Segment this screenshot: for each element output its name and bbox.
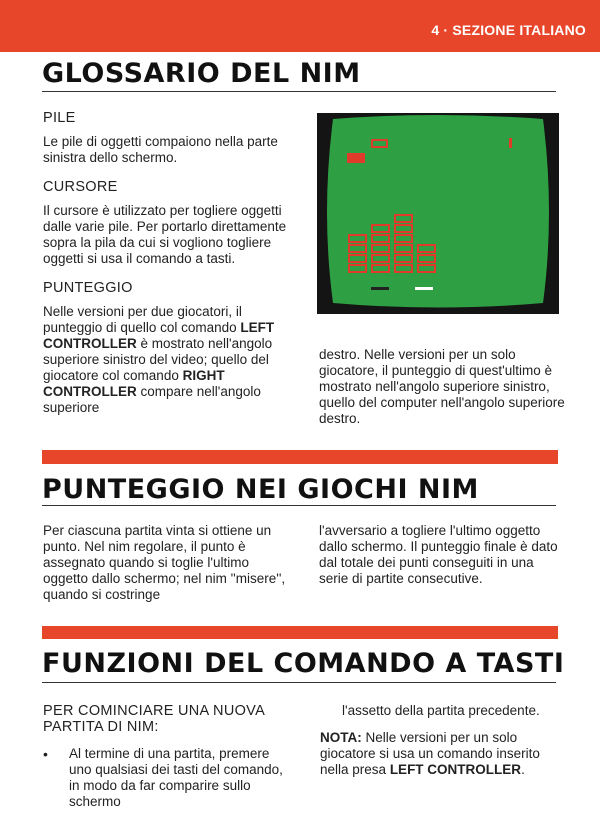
title-rule — [42, 505, 556, 506]
cursor-marker-light — [415, 287, 433, 290]
cursore-text: Il cursore è utilizzato per togliere oggetti dalle varie pile. Per portarlo direttamente sopra la pila da cui si vogliono togliere oggetti si usa il comando a tasti. — [43, 203, 287, 266]
title-rule — [42, 91, 556, 92]
funzioni-subheading: PER COMINCIARE UNA NUOVA PARTITA DI NIM: — [43, 703, 265, 735]
punteggio-giochi-title: PUNTEGGIO NEI GIOCHI NIM — [42, 474, 479, 505]
pile-heading: PILE — [43, 110, 76, 126]
green-playfield — [327, 115, 549, 308]
selected-piece — [347, 153, 365, 163]
glossario-title: GLOSSARIO DEL NIM — [42, 58, 361, 89]
punteggio-giochi-left-text: Per ciascuna partita vinta si ottiene un punto. Nel nim regolare, il punto è assegnato quando si toglie l'ultimo oggetto dallo schermo; nel nim ''misere'', quando si costringe — [43, 523, 286, 602]
punteggio-giochi-left-column — [43, 523, 289, 603]
funzioni-right-text: l'assetto della partita precedente. — [342, 703, 540, 718]
cursore-heading: CURSORE — [43, 179, 118, 195]
glossario-left-column — [43, 110, 303, 416]
punteggio-giochi-right-text: l'avversario a togliere l'ultimo oggetto dallo schermo. Il punteggio finale è dato dal totale dei punti conseguiti in una serie di partite consecutive. — [319, 523, 558, 586]
glossario-right-column — [319, 347, 569, 427]
punteggio-text — [43, 304, 303, 416]
punteggio-heading: PUNTEGGIO — [43, 280, 133, 296]
funzioni-right-column — [320, 703, 558, 778]
cursor-marker — [371, 287, 389, 290]
title-rule — [42, 682, 556, 683]
nim-screen-graphic — [317, 113, 559, 314]
nota-controller: LEFT CONTROLLER — [389, 762, 522, 777]
bullet-text: Al termine di una partita, premere uno qualsiasi dei tasti del comando, in modo da far comparire sullo schermo — [69, 746, 283, 809]
nim-game-screenshot — [317, 113, 559, 314]
section-divider-bar — [42, 450, 558, 464]
bullet-item — [43, 746, 291, 810]
section-divider-bar — [42, 626, 558, 639]
punteggio-text-2: è mostrato nell'angolo superiore sinistro del video; quello del giocatore col comando — [43, 336, 273, 383]
left-controller-label: LEFT CONTROLLER — [43, 320, 275, 351]
right-controller-label: RIGHT CONTROLLER — [43, 368, 225, 399]
nota-paragraph — [320, 730, 558, 778]
nota-end: . — [521, 762, 525, 777]
punteggio-text-3: compare nell'angolo superiore — [43, 384, 261, 415]
punteggio-right-text: destro. Nelle versioni per un solo giocatore, il punteggio di quest'ultimo è mostrato nell'angolo superiore sinistro, quello del computer nell'angolo superiore destro. — [319, 347, 565, 426]
nota-label: NOTA: — [320, 730, 362, 745]
nota-text: Nelle versioni per un solo giocatore si usa un comando inserito nella presa — [320, 730, 540, 777]
punteggio-text-1: Nelle versioni per due giocatori, il punteggio di quello col comando — [43, 304, 242, 335]
bullet-dot: • — [43, 746, 48, 762]
section-label: 4 · SEZIONE ITALIANO — [431, 22, 586, 38]
score-right — [509, 138, 512, 148]
funzioni-left-column — [43, 703, 291, 810]
pile-text: Le pile di oggetti compaiono nella parte sinistra dello schermo. — [43, 134, 278, 165]
punteggio-giochi-right-column — [319, 523, 559, 587]
funzioni-title: FUNZIONI DEL COMANDO A TASTI — [42, 648, 565, 679]
